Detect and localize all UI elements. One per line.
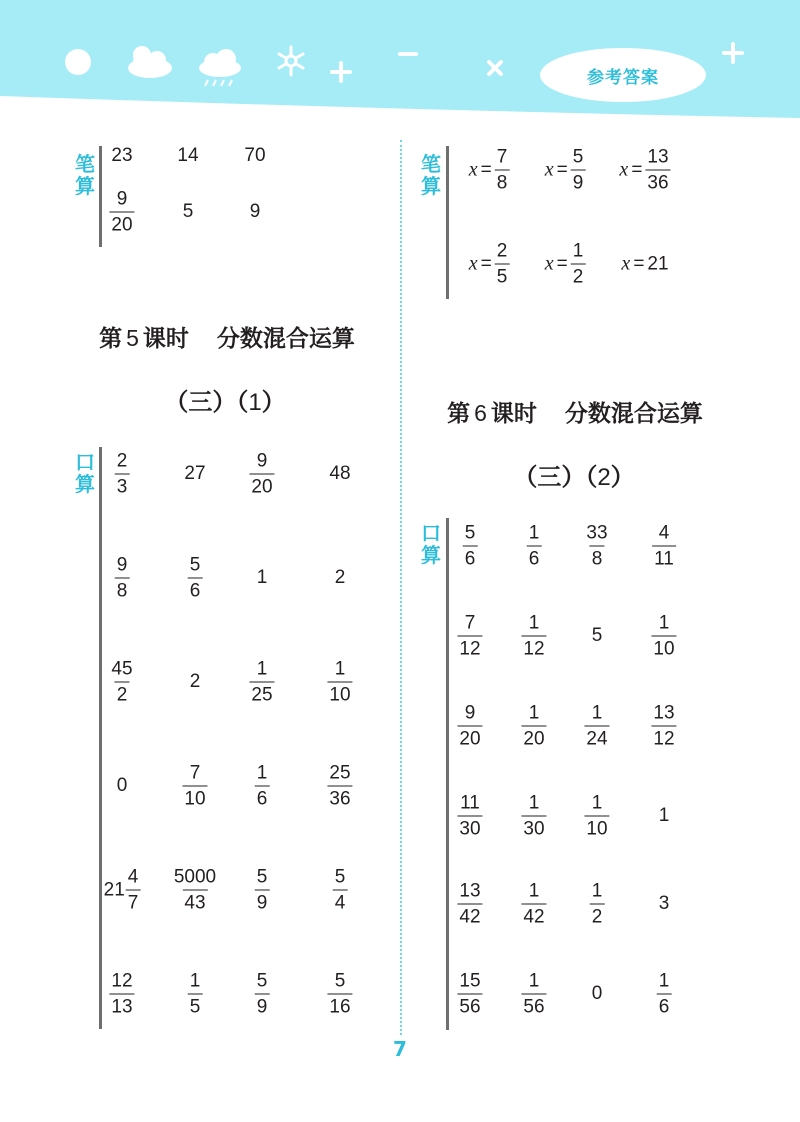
fraction-denominator: 12 <box>457 636 482 659</box>
answer-cell <box>249 452 274 497</box>
equation-answer <box>545 148 586 193</box>
fraction <box>495 148 510 193</box>
answer-cell <box>652 524 676 569</box>
answer-cell <box>527 524 542 569</box>
answer-cell <box>255 972 270 1017</box>
fraction-numerator: 1 <box>256 658 268 680</box>
integer-value: 2 <box>189 671 201 692</box>
fraction <box>457 794 482 839</box>
fraction <box>527 524 542 569</box>
answer-cell <box>584 704 609 749</box>
fraction <box>584 704 609 749</box>
lesson-title <box>99 320 355 353</box>
fraction <box>651 614 676 659</box>
fraction <box>255 868 270 913</box>
oral-label-char: 口 <box>421 521 441 545</box>
lesson-number: 5 <box>126 325 139 351</box>
subtitle-open: （三）（ <box>513 463 598 491</box>
fraction-denominator: 2 <box>590 904 605 927</box>
written-label-char: 笔 <box>421 152 441 176</box>
column-divider <box>400 140 402 1035</box>
answer-cell <box>255 764 270 809</box>
fraction-numerator: 13 <box>653 702 675 724</box>
lesson-topic: 分数混合运算 <box>564 401 703 427</box>
answer-cell <box>659 805 670 827</box>
fraction-denominator: 56 <box>457 994 482 1017</box>
answer-cell <box>182 764 207 809</box>
fraction-denominator: 42 <box>457 904 482 927</box>
oral-label-char: 口 <box>75 450 95 474</box>
fraction-denominator: 42 <box>521 904 546 927</box>
answer-cell <box>177 145 198 167</box>
fraction-numerator: 1 <box>658 970 670 992</box>
answer-cell <box>592 983 603 1005</box>
answer-cell <box>335 567 346 589</box>
answer-cell <box>521 972 546 1017</box>
integer-value: 23 <box>111 145 133 166</box>
fraction <box>571 148 586 193</box>
answer-cell <box>457 882 482 927</box>
oral-label-char: 算 <box>75 472 95 496</box>
fraction <box>188 556 203 601</box>
answer-cell <box>115 556 130 601</box>
fraction-denominator: 36 <box>645 170 670 193</box>
equation-answer <box>621 253 668 276</box>
fraction <box>327 660 352 705</box>
fraction-numerator: 5 <box>334 970 346 992</box>
subtitle-number: 2 <box>597 464 611 491</box>
integer-value: 70 <box>244 145 266 166</box>
fraction <box>333 868 348 913</box>
fraction <box>521 972 546 1017</box>
integer-value: 5 <box>591 625 603 646</box>
integer-value: 2 <box>334 567 346 588</box>
fraction-numerator: 12 <box>111 970 133 992</box>
lesson-title-unit: 课时 <box>142 326 189 352</box>
fraction-numerator: 1 <box>528 522 540 544</box>
fraction-numerator: 1 <box>591 792 603 814</box>
fraction-denominator: 20 <box>249 474 274 497</box>
integer-value: 27 <box>184 463 206 484</box>
fraction <box>126 868 141 913</box>
integer-value: 5 <box>182 201 194 222</box>
fraction-numerator: 5 <box>334 866 346 888</box>
answer-cell <box>651 704 676 749</box>
header-banner <box>0 0 800 122</box>
answer-cell <box>188 972 203 1017</box>
fraction-numerator: 5 <box>189 554 201 576</box>
answer-cell <box>104 868 141 913</box>
answer-cell <box>327 972 352 1017</box>
fraction-numerator: 5 <box>572 146 584 168</box>
fraction <box>255 972 270 1017</box>
answer-cell <box>457 972 482 1017</box>
fraction-numerator: 1 <box>591 880 603 902</box>
fraction-numerator: 4 <box>127 866 139 888</box>
equation-answer <box>469 242 510 287</box>
fraction <box>249 452 274 497</box>
fraction-numerator: 15 <box>459 970 481 992</box>
answer-cell <box>190 671 201 693</box>
fraction-denominator: 6 <box>188 578 203 601</box>
answer-cell <box>651 614 676 659</box>
fraction-denominator: 10 <box>182 786 207 809</box>
fraction-denominator: 7 <box>126 890 141 913</box>
fraction-numerator: 5 <box>256 970 268 992</box>
equals-sign: = <box>556 159 568 180</box>
subtitle-close: ） <box>610 463 635 491</box>
fraction <box>495 242 510 287</box>
fraction-numerator: 1 <box>256 762 268 784</box>
answer-cell <box>521 882 546 927</box>
fraction-denominator: 6 <box>255 786 270 809</box>
variable: x <box>619 158 629 181</box>
fraction-numerator: 1 <box>591 702 603 724</box>
fraction <box>457 882 482 927</box>
fraction <box>457 614 482 659</box>
fraction <box>584 524 609 569</box>
variable: x <box>621 252 631 275</box>
answer-cell <box>521 704 546 749</box>
fraction-numerator: 1 <box>658 612 670 634</box>
subtitle-number: 1 <box>248 389 262 416</box>
fraction-numerator: 5000 <box>173 866 217 888</box>
answer-cell <box>590 882 605 927</box>
fraction-numerator: 5 <box>464 522 476 544</box>
fraction <box>327 764 352 809</box>
answer-cell <box>333 868 348 913</box>
fraction <box>182 764 207 809</box>
oral-calc-label <box>418 522 444 566</box>
fraction-numerator: 11 <box>460 792 480 814</box>
integer-value: 3 <box>658 893 670 914</box>
answer-cell <box>327 764 352 809</box>
fraction-denominator: 2 <box>571 264 586 287</box>
equals-sign: = <box>631 159 643 180</box>
fraction-denominator: 12 <box>521 636 546 659</box>
sun-icon <box>65 49 91 75</box>
fraction <box>188 972 203 1017</box>
answer-cell <box>109 190 134 235</box>
answer-cell <box>592 625 603 647</box>
fraction-denominator: 10 <box>651 636 676 659</box>
fraction <box>463 524 478 569</box>
answer-cell <box>111 145 132 167</box>
equals-sign: = <box>556 253 568 274</box>
equals-sign: = <box>633 253 645 274</box>
fraction-denominator: 16 <box>327 994 352 1017</box>
answer-key-label: 参考答案 <box>587 67 659 88</box>
answer-cell <box>188 556 203 601</box>
fraction <box>521 794 546 839</box>
fraction <box>115 452 130 497</box>
subtitle-open: （三）（ <box>164 388 249 416</box>
fraction-denominator: 4 <box>333 890 348 913</box>
fraction-numerator: 9 <box>464 702 476 724</box>
fraction-denominator: 20 <box>109 212 134 235</box>
fraction-denominator: 36 <box>327 786 352 809</box>
fraction-numerator: 25 <box>329 762 351 784</box>
fraction <box>172 868 218 913</box>
answer-cell <box>249 660 274 705</box>
fraction-denominator: 8 <box>495 170 510 193</box>
fraction <box>249 660 274 705</box>
lesson-topic: 分数混合运算 <box>216 326 355 352</box>
subtitle-close: ） <box>261 388 286 416</box>
fraction-denominator: 8 <box>115 578 130 601</box>
equation-answer <box>469 148 510 193</box>
oral-calc-label <box>72 451 98 495</box>
fraction <box>584 794 609 839</box>
equation-answer <box>619 148 670 193</box>
answer-cell <box>184 463 205 485</box>
fraction <box>590 882 605 927</box>
variable: x <box>544 158 554 181</box>
fraction <box>109 660 134 705</box>
lesson-title-unit: 课时 <box>490 401 537 427</box>
fraction-denominator: 6 <box>527 546 542 569</box>
integer-value: 48 <box>329 463 351 484</box>
page-number: 7 <box>393 1037 407 1061</box>
fraction-numerator: 7 <box>464 612 476 634</box>
fraction <box>521 614 546 659</box>
oral-label-char: 算 <box>421 543 441 567</box>
fraction-numerator: 1 <box>528 702 540 724</box>
equals-sign: = <box>480 159 492 180</box>
variable: x <box>468 252 478 275</box>
answer-cell <box>463 524 478 569</box>
fraction-numerator: 33 <box>586 522 608 544</box>
fraction-numerator: 7 <box>189 762 201 784</box>
fraction <box>115 556 130 601</box>
answer-cell <box>244 145 265 167</box>
integer-value: 21 <box>647 253 669 274</box>
fraction <box>457 704 482 749</box>
fraction-numerator: 1 <box>528 970 540 992</box>
answer-cell <box>183 201 194 223</box>
answer-key-badge <box>540 48 706 102</box>
answer-cell <box>584 794 609 839</box>
fraction <box>457 972 482 1017</box>
fraction-numerator: 9 <box>116 554 128 576</box>
answer-cell <box>457 794 482 839</box>
fraction-denominator: 43 <box>182 890 207 913</box>
fraction-numerator: 9 <box>116 188 128 210</box>
lesson-subtitle <box>513 457 634 492</box>
answer-cell <box>457 614 482 659</box>
fraction-denominator: 20 <box>521 726 546 749</box>
integer-value: 0 <box>116 775 128 796</box>
fraction <box>645 148 670 193</box>
fraction-numerator: 4 <box>658 522 670 544</box>
fraction-denominator: 12 <box>651 726 676 749</box>
fraction <box>255 764 270 809</box>
answer-cell <box>521 614 546 659</box>
fraction-denominator: 5 <box>495 264 510 287</box>
answer-cell <box>172 868 218 913</box>
variable: x <box>468 158 478 181</box>
fraction-numerator: 1 <box>528 792 540 814</box>
written-label-char: 算 <box>75 174 95 198</box>
integer-value: 0 <box>591 983 603 1004</box>
lesson-title-prefix: 第 <box>99 326 123 352</box>
lesson-subtitle <box>164 382 285 417</box>
written-label-char: 算 <box>421 174 441 198</box>
integer-value: 9 <box>249 201 261 222</box>
written-label-char: 笔 <box>75 152 95 176</box>
equals-sign: = <box>480 253 492 274</box>
written-calc-label <box>72 153 98 197</box>
integer-value: 14 <box>177 145 199 166</box>
integer-value: 1 <box>658 805 670 826</box>
fraction-denominator: 8 <box>590 546 605 569</box>
fraction <box>109 972 134 1017</box>
section-bar <box>99 447 102 1029</box>
fraction <box>651 704 676 749</box>
lesson-number: 6 <box>474 400 487 426</box>
fraction <box>571 242 586 287</box>
fraction <box>652 524 676 569</box>
answer-cell <box>457 704 482 749</box>
fraction-denominator: 5 <box>188 994 203 1017</box>
answer-cell <box>255 868 270 913</box>
variable: x <box>544 252 554 275</box>
fraction-denominator: 10 <box>327 682 352 705</box>
section-bar <box>446 518 449 1030</box>
equation-answer <box>545 242 586 287</box>
fraction <box>327 972 352 1017</box>
fraction-numerator: 2 <box>116 450 128 472</box>
section-bar <box>99 146 102 247</box>
fraction <box>521 882 546 927</box>
fraction-denominator: 13 <box>109 994 134 1017</box>
fraction-denominator: 9 <box>571 170 586 193</box>
fraction-numerator: 5 <box>256 866 268 888</box>
fraction-numerator: 7 <box>496 146 508 168</box>
answer-cell <box>584 524 609 569</box>
fraction-denominator: 20 <box>457 726 482 749</box>
lesson-title <box>447 395 703 428</box>
fraction-numerator: 1 <box>528 880 540 902</box>
fraction-denominator: 3 <box>115 474 130 497</box>
answer-cell <box>657 972 672 1017</box>
fraction-numerator: 1 <box>572 240 584 262</box>
fraction-numerator: 9 <box>256 450 268 472</box>
answer-cell <box>109 972 134 1017</box>
answer-cell <box>257 567 268 589</box>
lesson-title-prefix: 第 <box>447 401 471 427</box>
fraction-numerator: 1 <box>189 970 201 992</box>
answer-cell <box>109 660 134 705</box>
fraction-denominator: 9 <box>255 890 270 913</box>
mixed-whole: 21 <box>103 879 125 900</box>
answer-cell <box>329 463 350 485</box>
written-calc-label <box>418 153 444 197</box>
answer-cell <box>250 201 261 223</box>
fraction-denominator: 24 <box>584 726 609 749</box>
section-bar <box>446 146 449 299</box>
fraction-denominator: 30 <box>457 816 482 839</box>
fraction <box>109 190 134 235</box>
answer-cell <box>521 794 546 839</box>
answer-cell <box>659 893 670 915</box>
fraction-denominator: 56 <box>521 994 546 1017</box>
fraction-numerator: 1 <box>528 612 540 634</box>
fraction-denominator: 6 <box>657 994 672 1017</box>
fraction-denominator: 9 <box>255 994 270 1017</box>
fraction-denominator: 10 <box>584 816 609 839</box>
fraction-denominator: 6 <box>463 546 478 569</box>
answer-cell <box>327 660 352 705</box>
integer-value: 1 <box>256 567 268 588</box>
answer-cell <box>115 452 130 497</box>
fraction-denominator: 30 <box>521 816 546 839</box>
fraction <box>657 972 672 1017</box>
fraction-numerator: 13 <box>459 880 481 902</box>
fraction-numerator: 1 <box>334 658 346 680</box>
fraction-denominator: 25 <box>249 682 274 705</box>
fraction-denominator: 11 <box>652 546 676 569</box>
fraction-numerator: 2 <box>496 240 508 262</box>
fraction-numerator: 45 <box>111 658 133 680</box>
fraction <box>521 704 546 749</box>
fraction-numerator: 13 <box>647 146 669 168</box>
answer-cell <box>117 775 128 797</box>
fraction-denominator: 2 <box>115 682 130 705</box>
